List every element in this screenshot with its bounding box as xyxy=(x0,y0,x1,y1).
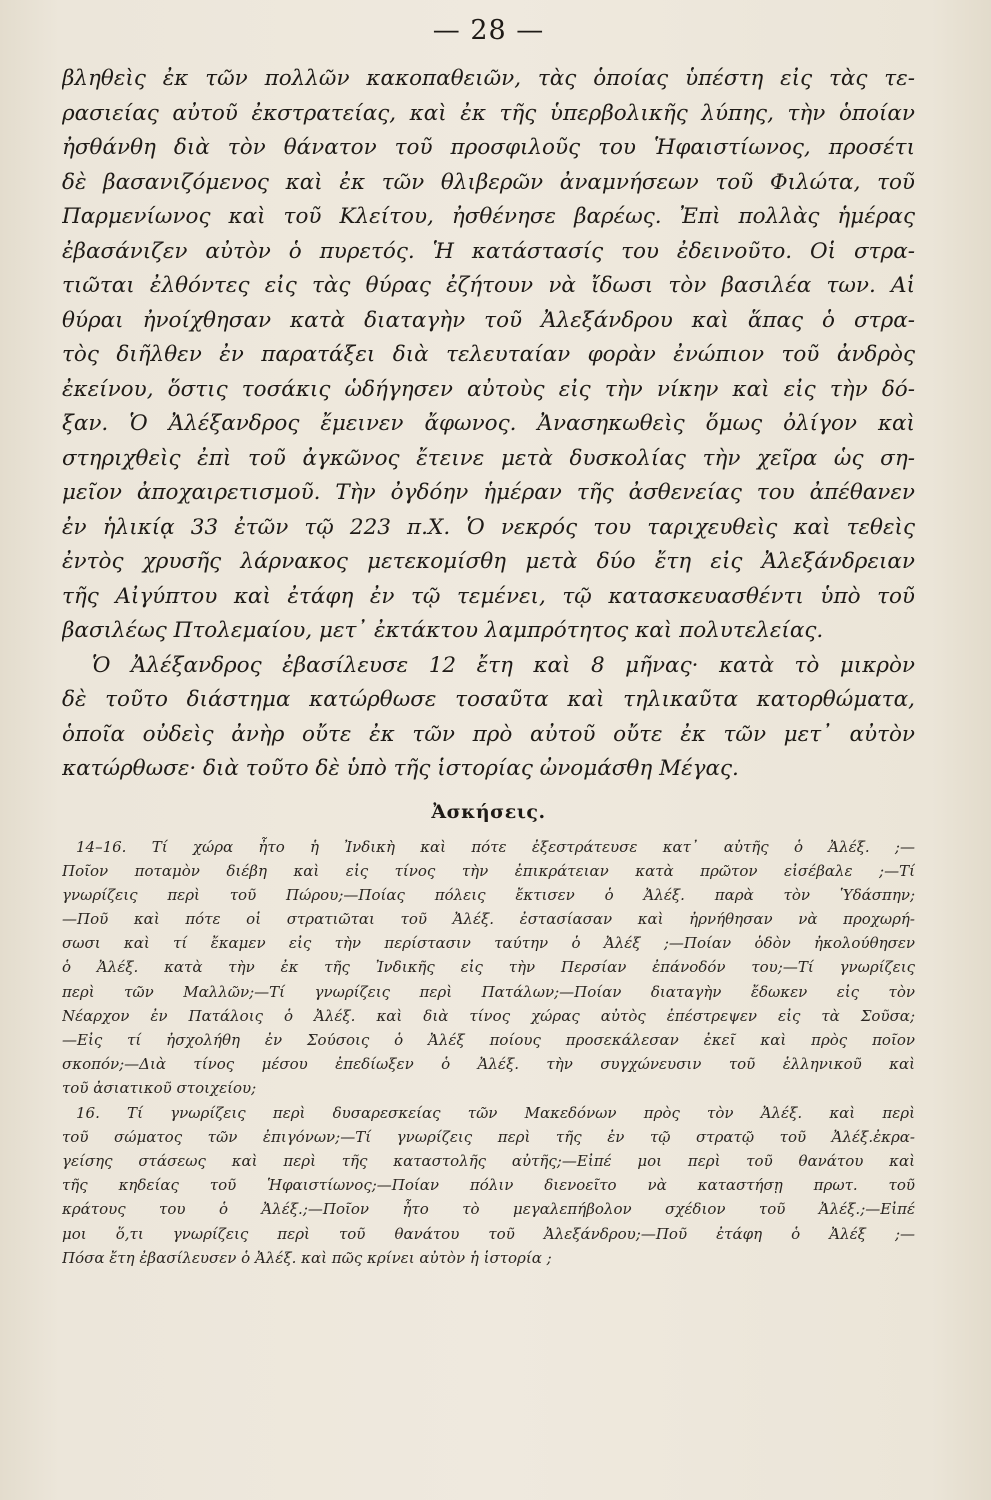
exercise-line: Πόσα ἔτη ἐβασίλευσεν ὁ Ἀλέξ. καὶ πῶς κρίνει αὐτὸν ἡ ἱστορία ; xyxy=(62,1248,552,1267)
exercise-line: γείσης στάσεως καὶ περὶ τῆς καταστολῆς αὐτῆς;—Εἰπέ μοι περὶ τοῦ θανάτου καὶ xyxy=(62,1151,915,1170)
main-text xyxy=(58,62,919,787)
exercise-line: τῆς κηδείας τοῦ Ἡφαιστίωνος;—Ποίαν πόλιν διενοεῖτο νὰ καταστήσῃ πρωτ. τοῦ xyxy=(62,1176,915,1195)
exercise-line: Ποῖον ποταμὸν διέβη καὶ εἰς τίνος τὴν ἐπικράτειαν κατὰ πρῶτον εἰσέβαλε ;—Τί xyxy=(62,861,915,880)
exercise-line: τοῦ ἀσιατικοῦ στοιχείου; xyxy=(62,1079,257,1098)
exercise-line: —Εἰς τί ἠσχολήθη ἐν Σούσοις ὁ Ἀλέξ ποίους προσεκάλεσαν ἐκεῖ καὶ πρὸς ποῖον xyxy=(62,1031,915,1049)
text-line: μεῖον ἀποχαιρετισμοῦ. Τὴν ὀγδόην ἡμέραν τῆς ἀσθενείας του ἀπέθανεν xyxy=(62,480,915,505)
exercise-block-1 xyxy=(62,835,915,1101)
text-line: δὲ τοῦτο διάστημα κατώρθωσε τοσαῦτα καὶ τηλικαῦτα κατορθώματα, xyxy=(62,687,915,712)
text-line: ὁποῖα οὐδεὶς ἀνὴρ οὔτε ἐκ τῶν πρὸ αὐτοῦ οὔτε ἐκ τῶν μετ᾽ αὐτὸν xyxy=(62,721,915,747)
text-line: τῆς Αἰγύπτου καὶ ἐτάφη ἐν τῷ τεμένει, τῷ κατασκευασθέντι ὑπὸ τοῦ xyxy=(62,583,915,609)
text-line: ἐβασάνιζεν αὐτὸν ὁ πυρετός. Ἡ κατάστασίς του ἐδεινοῦτο. Οἱ στρα- xyxy=(62,238,915,264)
exercise-line: Νέαρχον ἐν Πατάλοις ὁ Ἀλέξ. καὶ διὰ τίνος χώρας αὐτὸς ἐπέστρεψεν εἰς τὰ Σοῦσα; xyxy=(62,1006,915,1025)
paragraph-2 xyxy=(62,649,915,787)
exercise-block-2 xyxy=(62,1101,915,1270)
text-line: Παρμενίωνος καὶ τοῦ Κλείτου, ἠσθένησε βαρέως. Ἐπὶ πολλὰς ἡμέρας xyxy=(62,204,915,229)
text-line: τιῶται ἐλθόντες εἰς τὰς θύρας ἐζήτουν νὰ ἴδωσι τὸν βασιλέα των. Αἱ xyxy=(62,273,915,298)
exercise-line: σκοπόν;—Διὰ τίνος μέσου ἐπεδίωξεν ὁ Ἀλέξ. τὴν συγχώνευσιν τοῦ ἑλληνικοῦ καὶ xyxy=(62,1055,915,1074)
exercises-heading: Ἀσκήσεις. xyxy=(431,800,546,823)
text-line: τὸς διῆλθεν ἐν παρατάξει διὰ τελευταίαν φορὰν ἐνώπιον τοῦ ἀνδρὸς xyxy=(62,342,915,367)
text-line: ξαν. Ὁ Ἀλέξανδρος ἔμεινεν ἄφωνος. Ἀνασηκωθεὶς ὅμως ὀλίγον καὶ xyxy=(62,411,915,436)
text-line: ἐκείνου, ὅστις τοσάκις ὡδήγησεν αὐτοὺς εἰς τὴν νίκην καὶ εἰς τὴν δό- xyxy=(62,376,915,402)
text-line: δὲ βασανιζόμενος καὶ ἐκ τῶν θλιβερῶν ἀναμνήσεων τοῦ Φιλώτα, τοῦ xyxy=(62,169,915,195)
exercise-line: γνωρίζεις περὶ τοῦ Πώρου;—Ποίας πόλεις ἔκτισεν ὁ Ἀλέξ. παρὰ τὸν Ὑδάσπην; xyxy=(62,885,915,904)
text-line: θύραι ἠνοίχθησαν κατὰ διαταγὴν τοῦ Ἀλεξάνδρου καὶ ἅπας ὁ στρα- xyxy=(62,307,915,333)
text-line: Ὁ Ἀλέξανδρος ἐβασίλευσε 12 ἔτη καὶ 8 μῆνας· κατὰ τὸ μικρὸν xyxy=(92,652,915,678)
exercise-line: τοῦ σώματος τῶν ἐπιγόνων;—Τί γνωρίζεις περὶ τῆς ἐν τῷ στρατῷ τοῦ Ἀλέξ.ἐκρα- xyxy=(62,1127,915,1146)
exercises-section xyxy=(58,835,919,1270)
exercise-line: μοι ὅ,τι γνωρίζεις περὶ τοῦ θανάτου τοῦ Ἀλεξάνδρου;—Ποῦ ἐτάφη ὁ Ἀλέξ ;— xyxy=(62,1224,915,1243)
text-line: ἐντὸς χρυσῆς λάρνακος μετεκομίσθη μετὰ δύο ἔτη εἰς Ἀλεξάνδρειαν xyxy=(62,549,915,574)
text-line: βασιλέως Πτολεμαίου, μετ᾽ ἐκτάκτου λαμπρότητος καὶ πολυτελείας. xyxy=(62,618,824,643)
text-line: στηριχθεὶς ἐπὶ τοῦ ἀγκῶνος ἔτεινε μετὰ δυσκολίας τὴν χεῖρα ὡς ση- xyxy=(62,445,915,471)
paragraph-1 xyxy=(62,62,915,649)
text-line: βληθεὶς ἐκ τῶν πολλῶν κακοπαθειῶν, τὰς ὁποίας ὑπέστη εἰς τὰς τε- xyxy=(62,66,915,91)
exercise-line: ὁ Ἀλέξ. κατὰ τὴν ἐκ τῆς Ἰνδικῆς εἰς τὴν Περσίαν ἐπάνοδόν του;—Τί γνωρίζεις xyxy=(62,958,915,977)
exercise-line: 16. Τί γνωρίζεις περὶ δυσαρεσκείας τῶν Μακεδόνων πρὸς τὸν Ἀλέξ. καὶ περὶ xyxy=(76,1103,915,1122)
page-number: — 28 — xyxy=(432,15,545,46)
text-line: ἠσθάνθη διὰ τὸν θάνατον τοῦ προσφιλοῦς του Ἡφαιστίωνος, προσέτι xyxy=(62,135,915,160)
exercise-line: περὶ τῶν Μαλλῶν;—Τί γνωρίζεις περὶ Πατάλων;—Ποίαν διαταγὴν ἔδωκεν εἰς τὸν xyxy=(62,982,915,1001)
text-line: ρασιείας αὐτοῦ ἐκστρατείας, καὶ ἐκ τῆς ὑπερβολικῆς λύπης, τὴν ὁποίαν xyxy=(62,100,915,126)
exercise-line: σωσι καὶ τί ἔκαμεν εἰς τὴν περίστασιν ταύτην ὁ Ἀλέξ ;—Ποίαν ὁδὸν ἠκολούθησεν xyxy=(62,934,915,953)
text-line: ἐν ἡλικίᾳ 33 ἐτῶν τῷ 223 π.Χ. Ὁ νεκρός του ταριχευθεὶς καὶ τεθεὶς xyxy=(62,514,915,540)
exercise-line: —Ποῦ καὶ πότε οἱ στρατιῶται τοῦ Ἀλέξ. ἐστασίασαν καὶ ἠρνήθησαν νὰ προχωρή- xyxy=(62,910,915,929)
exercise-line: 14–16. Τί χώρα ἦτο ἡ Ἰνδικὴ καὶ πότε ἐξεστράτευσε κατ᾽ αὐτῆς ὁ Ἀλέξ. ;— xyxy=(76,837,915,856)
exercise-line: κράτους του ὁ Ἀλέξ.;—Ποῖον ἦτο τὸ μεγαλεπήβολον σχέδιον τοῦ Ἀλέξ.;—Εἰπέ xyxy=(62,1200,915,1219)
text-line: κατώρθωσε· διὰ τοῦτο δὲ ὑπὸ τῆς ἱστορίας ὠνομάσθη Μέγας. xyxy=(62,756,739,781)
